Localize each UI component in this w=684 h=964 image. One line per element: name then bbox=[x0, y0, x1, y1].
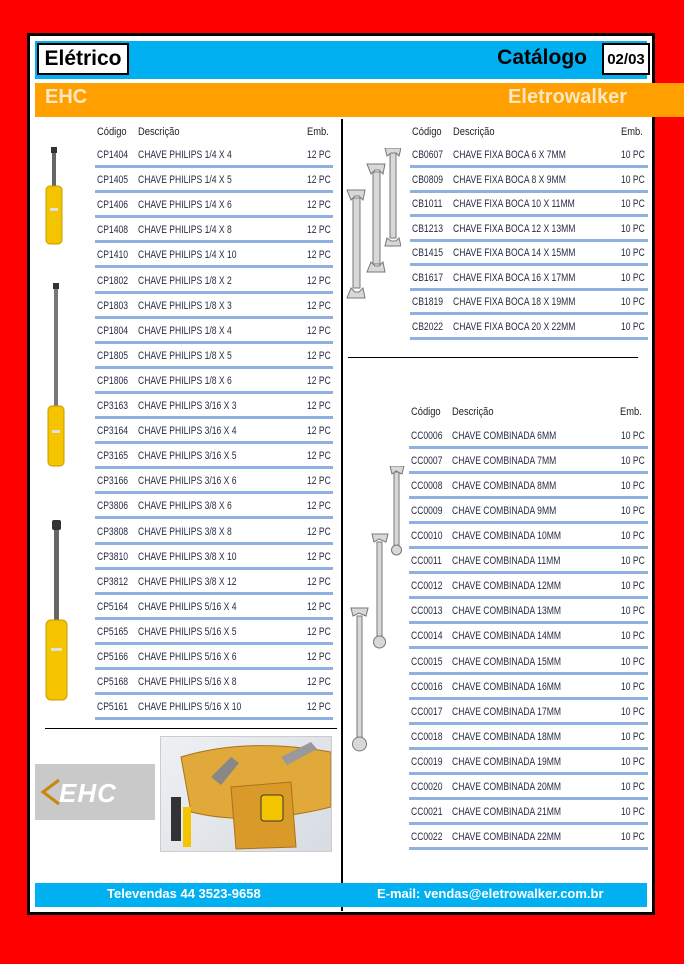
page-number: 02/03 bbox=[602, 43, 650, 75]
product-description: CHAVE FIXA BOCA 18 X 19MM bbox=[453, 296, 576, 308]
section-separator bbox=[348, 357, 638, 358]
product-description: CHAVE COMBINADA 14MM bbox=[452, 630, 562, 643]
logo-text: EHC bbox=[59, 778, 117, 808]
table-row bbox=[97, 295, 333, 319]
row-underline bbox=[95, 240, 333, 243]
product-pack: 10 PC bbox=[621, 320, 645, 333]
product-code: CP1408 bbox=[97, 224, 129, 237]
column-divider bbox=[341, 119, 343, 911]
product-description: CHAVE PHILIPS 3/16 X 4 bbox=[138, 425, 237, 438]
row-underline bbox=[95, 642, 333, 645]
table-row bbox=[411, 651, 648, 675]
table-row bbox=[97, 571, 333, 595]
row-underline bbox=[409, 546, 648, 549]
product-description: CHAVE FIXA BOCA 6 X 7MM bbox=[453, 149, 566, 161]
product-code: CP3812 bbox=[97, 575, 129, 588]
product-pack: 12 PC bbox=[307, 575, 331, 588]
product-pack: 12 PC bbox=[307, 174, 331, 187]
tool-belt-illustration bbox=[161, 737, 332, 852]
table-row bbox=[97, 521, 333, 545]
row-underline bbox=[409, 521, 648, 524]
product-description: CHAVE PHILIPS 5/16 X 4 bbox=[138, 600, 237, 613]
product-code: CC0019 bbox=[411, 755, 443, 768]
col-header-pack: Emb. bbox=[620, 406, 642, 418]
product-code: CP3166 bbox=[97, 475, 129, 488]
product-description: CHAVE COMBINADA 19MM bbox=[452, 755, 562, 768]
product-code: CP1404 bbox=[97, 149, 129, 161]
table-row bbox=[412, 169, 648, 193]
product-description: CHAVE PHILIPS 1/4 X 6 bbox=[138, 199, 232, 212]
product-pack: 12 PC bbox=[307, 475, 331, 488]
product-pack: 10 PC bbox=[621, 505, 645, 518]
table-row bbox=[412, 291, 648, 315]
row-underline bbox=[95, 516, 333, 519]
table-row bbox=[411, 625, 648, 649]
row-underline bbox=[409, 471, 648, 474]
product-description: CHAVE COMBINADA 17MM bbox=[452, 705, 562, 718]
product-pack: 12 PC bbox=[307, 450, 331, 463]
product-code: CC0018 bbox=[411, 730, 443, 743]
product-description: CHAVE FIXA BOCA 20 X 22MM bbox=[453, 320, 576, 333]
product-description: CHAVE PHILIPS 3/16 X 5 bbox=[138, 450, 237, 463]
row-underline bbox=[409, 797, 648, 800]
product-code: CC0008 bbox=[411, 480, 443, 493]
footer-phone: Televendas 44 3523-9658 bbox=[107, 886, 261, 901]
row-underline bbox=[95, 466, 333, 469]
row-underline bbox=[95, 567, 333, 570]
table-row bbox=[97, 169, 333, 193]
table-row bbox=[411, 826, 648, 850]
product-pack: 10 PC bbox=[621, 173, 645, 186]
product-pack: 10 PC bbox=[621, 555, 645, 568]
table-row bbox=[411, 751, 648, 775]
open-wrench-icon bbox=[345, 148, 401, 320]
table-row bbox=[411, 801, 648, 825]
product-description: CHAVE PHILIPS 3/8 X 10 bbox=[138, 550, 237, 563]
product-pack: 12 PC bbox=[307, 249, 331, 262]
product-description: CHAVE FIXA BOCA 16 X 17MM bbox=[453, 271, 576, 284]
page-title: Catálogo bbox=[497, 46, 587, 69]
product-code: CP1410 bbox=[97, 249, 129, 262]
table-row bbox=[411, 475, 648, 499]
product-pack: 10 PC bbox=[621, 222, 645, 235]
product-pack: 12 PC bbox=[307, 349, 331, 362]
row-underline bbox=[95, 316, 333, 319]
product-pack: 10 PC bbox=[621, 480, 645, 493]
product-description: CHAVE COMBINADA 9MM bbox=[452, 505, 557, 518]
col-header-pack: Emb. bbox=[621, 126, 643, 138]
product-description: CHAVE COMBINADA 6MM bbox=[452, 430, 557, 442]
product-description: CHAVE PHILIPS 3/8 X 12 bbox=[138, 575, 237, 588]
row-underline bbox=[95, 265, 333, 268]
product-description: CHAVE PHILIPS 5/16 X 8 bbox=[138, 676, 237, 689]
table-row bbox=[412, 144, 648, 168]
product-description: CHAVE PHILIPS 3/8 X 8 bbox=[138, 525, 232, 538]
row-underline bbox=[95, 717, 333, 720]
product-pack: 10 PC bbox=[621, 198, 645, 210]
product-code: CP1406 bbox=[97, 199, 129, 212]
product-code: CP5165 bbox=[97, 625, 129, 638]
product-pack: 10 PC bbox=[621, 455, 645, 468]
row-underline bbox=[409, 822, 648, 825]
product-code: CC0011 bbox=[411, 555, 442, 568]
screwdriver-icon bbox=[42, 282, 72, 468]
row-underline bbox=[95, 441, 333, 444]
product-code: CC0012 bbox=[411, 580, 443, 593]
table-row bbox=[411, 550, 648, 574]
table-row bbox=[412, 267, 648, 291]
logo-chevron-icon bbox=[39, 778, 61, 806]
product-code: CC0021 bbox=[411, 805, 443, 818]
product-code: CC0016 bbox=[411, 680, 443, 693]
product-pack: 10 PC bbox=[621, 630, 645, 643]
brand-bar bbox=[35, 83, 684, 117]
product-code: CP1405 bbox=[97, 174, 129, 187]
brand-right: Eletrowalker bbox=[508, 86, 627, 108]
product-pack: 10 PC bbox=[621, 705, 645, 718]
row-underline bbox=[95, 416, 333, 419]
product-description: CHAVE COMBINADA 13MM bbox=[452, 605, 562, 618]
table-row bbox=[97, 470, 333, 494]
product-pack: 12 PC bbox=[307, 425, 331, 438]
brand-left: EHC bbox=[45, 86, 88, 108]
screwdriver-icon bbox=[40, 146, 70, 246]
product-description: CHAVE FIXA BOCA 8 X 9MM bbox=[453, 173, 566, 186]
table-row bbox=[97, 646, 333, 670]
row-underline bbox=[409, 847, 648, 850]
product-description: CHAVE PHILIPS 5/16 X 10 bbox=[138, 701, 242, 714]
product-description: CHAVE PHILIPS 1/8 X 5 bbox=[138, 349, 232, 362]
table-row bbox=[412, 218, 648, 242]
product-description: CHAVE COMBINADA 12MM bbox=[452, 580, 562, 593]
product-pack: 10 PC bbox=[621, 605, 645, 618]
product-code: CP1806 bbox=[97, 374, 129, 387]
table-row bbox=[97, 370, 333, 394]
product-description: CHAVE PHILIPS 1/8 X 6 bbox=[138, 374, 232, 387]
product-description: CHAVE PHILIPS 1/8 X 4 bbox=[138, 324, 232, 337]
product-pack: 12 PC bbox=[307, 299, 331, 312]
product-pack: 10 PC bbox=[621, 680, 645, 693]
table-row bbox=[97, 345, 333, 369]
product-pack: 12 PC bbox=[307, 274, 331, 287]
product-pack: 12 PC bbox=[307, 199, 331, 212]
product-description: CHAVE PHILIPS 5/16 X 6 bbox=[138, 651, 237, 663]
product-description: CHAVE COMBINADA 20MM bbox=[452, 780, 562, 793]
product-pack: 10 PC bbox=[621, 580, 645, 593]
product-code: CB1819 bbox=[412, 296, 444, 308]
product-description: CHAVE COMBINADA 21MM bbox=[452, 805, 562, 818]
row-underline bbox=[95, 667, 333, 670]
table-row bbox=[411, 575, 648, 599]
row-underline bbox=[95, 542, 333, 545]
product-description: CHAVE PHILIPS 3/16 X 6 bbox=[138, 475, 237, 488]
table-row bbox=[411, 726, 648, 750]
product-code: CP1805 bbox=[97, 349, 129, 362]
product-pack: 10 PC bbox=[621, 655, 645, 668]
product-code: CC0007 bbox=[411, 455, 443, 468]
product-code: CC0015 bbox=[411, 655, 443, 668]
row-underline bbox=[409, 596, 648, 599]
product-pack: 10 PC bbox=[621, 430, 645, 442]
row-underline bbox=[95, 391, 333, 394]
product-pack: 10 PC bbox=[621, 805, 645, 818]
table-row bbox=[411, 525, 648, 549]
table-row bbox=[411, 776, 648, 800]
row-underline bbox=[95, 592, 333, 595]
product-code: CC0014 bbox=[411, 630, 443, 643]
row-underline bbox=[409, 697, 648, 700]
col-header-code: Código bbox=[412, 126, 442, 138]
product-description: CHAVE FIXA BOCA 12 X 13MM bbox=[453, 222, 576, 235]
table-row bbox=[97, 621, 333, 645]
row-underline bbox=[409, 571, 648, 574]
product-code: CC0006 bbox=[411, 430, 443, 442]
product-pack: 12 PC bbox=[307, 600, 331, 613]
table-row bbox=[97, 596, 333, 620]
catalog-page bbox=[27, 33, 655, 915]
product-code: CP3165 bbox=[97, 450, 129, 463]
footer-email[interactable]: E-mail: vendas@eletrowalker.com.br bbox=[377, 886, 604, 901]
product-description: CHAVE PHILIPS 3/8 X 6 bbox=[138, 500, 232, 513]
product-code: CP3164 bbox=[97, 425, 129, 438]
col-header-desc: Descrição bbox=[138, 126, 180, 138]
row-underline bbox=[409, 747, 648, 750]
table-row bbox=[97, 420, 333, 444]
table-row bbox=[97, 219, 333, 243]
product-description: CHAVE FIXA BOCA 14 X 15MM bbox=[453, 247, 576, 259]
section-separator bbox=[45, 728, 337, 729]
table-row bbox=[97, 320, 333, 344]
product-pack: 12 PC bbox=[307, 701, 331, 714]
product-description: CHAVE COMBINADA 7MM bbox=[452, 455, 557, 468]
footer-bar bbox=[35, 883, 647, 907]
table-row bbox=[411, 701, 648, 725]
product-pack: 12 PC bbox=[307, 224, 331, 237]
product-pack: 12 PC bbox=[307, 500, 331, 513]
row-underline bbox=[409, 621, 648, 624]
product-description: CHAVE PHILIPS 3/16 X 3 bbox=[138, 400, 237, 412]
ehc-logo bbox=[35, 764, 155, 820]
product-code: CB1011 bbox=[412, 198, 443, 210]
product-description: CHAVE PHILIPS 1/8 X 2 bbox=[138, 274, 232, 287]
tool-belt-photo bbox=[160, 736, 332, 852]
table-row bbox=[97, 445, 333, 469]
product-description: CHAVE PHILIPS 1/4 X 10 bbox=[138, 249, 237, 262]
product-pack: 10 PC bbox=[621, 830, 645, 843]
table-row bbox=[97, 194, 333, 218]
row-underline bbox=[95, 617, 333, 620]
row-underline bbox=[95, 165, 333, 168]
product-code: CC0022 bbox=[411, 830, 443, 843]
table-row bbox=[97, 696, 333, 720]
product-description: CHAVE COMBINADA 16MM bbox=[452, 680, 562, 693]
product-pack: 10 PC bbox=[621, 780, 645, 793]
product-code: CP3808 bbox=[97, 525, 129, 538]
product-pack: 10 PC bbox=[621, 730, 645, 743]
col-header-pack: Emb. bbox=[307, 126, 329, 138]
product-code: CB1617 bbox=[412, 271, 444, 284]
product-pack: 10 PC bbox=[621, 247, 645, 259]
product-description: CHAVE COMBINADA 8MM bbox=[452, 480, 557, 493]
product-code: CP3163 bbox=[97, 400, 129, 412]
product-description: CHAVE PHILIPS 1/8 X 3 bbox=[138, 299, 232, 312]
product-description: CHAVE PHILIPS 1/4 X 5 bbox=[138, 174, 232, 187]
product-code: CP5164 bbox=[97, 600, 129, 613]
product-description: CHAVE COMBINADA 18MM bbox=[452, 730, 562, 743]
product-code: CB0809 bbox=[412, 173, 444, 186]
combination-wrench-icon bbox=[348, 466, 408, 762]
row-underline bbox=[409, 772, 648, 775]
product-pack: 10 PC bbox=[621, 271, 645, 284]
category-label: Elétrico bbox=[37, 43, 129, 75]
product-pack: 12 PC bbox=[307, 525, 331, 538]
row-underline bbox=[95, 215, 333, 218]
col-header-code: Código bbox=[97, 126, 127, 138]
product-code: CC0020 bbox=[411, 780, 443, 793]
product-code: CP1803 bbox=[97, 299, 129, 312]
row-underline bbox=[95, 190, 333, 193]
product-pack: 12 PC bbox=[307, 374, 331, 387]
product-pack: 12 PC bbox=[307, 676, 331, 689]
table-row bbox=[412, 316, 648, 340]
row-underline bbox=[410, 337, 648, 340]
row-underline bbox=[409, 722, 648, 725]
product-description: CHAVE COMBINADA 15MM bbox=[452, 655, 562, 668]
product-code: CC0017 bbox=[411, 705, 443, 718]
product-code: CB2022 bbox=[412, 320, 444, 333]
col-header-code: Código bbox=[411, 406, 441, 418]
product-code: CC0009 bbox=[411, 505, 443, 518]
product-code: CB0607 bbox=[412, 149, 444, 161]
product-description: CHAVE COMBINADA 10MM bbox=[452, 530, 562, 543]
product-pack: 10 PC bbox=[621, 149, 645, 161]
product-code: CB1213 bbox=[412, 222, 444, 235]
header-bar bbox=[35, 41, 647, 79]
product-code: CB1415 bbox=[412, 247, 444, 259]
product-code: CP1802 bbox=[97, 274, 129, 287]
table-row bbox=[411, 425, 648, 449]
table-row bbox=[97, 546, 333, 570]
row-underline bbox=[409, 646, 648, 649]
product-code: CP1804 bbox=[97, 324, 129, 337]
row-underline bbox=[95, 692, 333, 695]
product-code: CP3806 bbox=[97, 500, 129, 513]
product-code: CP5161 bbox=[97, 701, 129, 714]
product-pack: 12 PC bbox=[307, 324, 331, 337]
product-pack: 12 PC bbox=[307, 149, 331, 161]
row-underline bbox=[409, 672, 648, 675]
table-row bbox=[97, 495, 333, 519]
row-underline bbox=[95, 291, 333, 294]
table-row bbox=[97, 671, 333, 695]
table-row bbox=[411, 600, 648, 624]
row-underline bbox=[95, 366, 333, 369]
product-pack: 10 PC bbox=[621, 296, 645, 308]
product-pack: 12 PC bbox=[307, 400, 331, 412]
product-description: CHAVE PHILIPS 1/4 X 8 bbox=[138, 224, 232, 237]
product-description: CHAVE FIXA BOCA 10 X 11MM bbox=[453, 198, 575, 210]
table-row bbox=[412, 242, 648, 266]
product-pack: 10 PC bbox=[621, 755, 645, 768]
col-header-desc: Descrição bbox=[453, 126, 495, 138]
row-underline bbox=[95, 491, 333, 494]
product-pack: 12 PC bbox=[307, 625, 331, 638]
table-row bbox=[411, 500, 648, 524]
table-row bbox=[97, 270, 333, 294]
product-code: CP3810 bbox=[97, 550, 129, 563]
screwdriver-icon bbox=[40, 518, 74, 702]
row-underline bbox=[409, 496, 648, 499]
row-underline bbox=[95, 341, 333, 344]
table-row bbox=[97, 244, 333, 268]
product-code: CC0013 bbox=[411, 605, 443, 618]
product-description: CHAVE PHILIPS 1/4 X 4 bbox=[138, 149, 232, 161]
product-description: CHAVE PHILIPS 5/16 X 5 bbox=[138, 625, 237, 638]
product-pack: 10 PC bbox=[621, 530, 645, 543]
product-description: CHAVE COMBINADA 11MM bbox=[452, 555, 561, 568]
product-pack: 12 PC bbox=[307, 550, 331, 563]
table-row bbox=[411, 676, 648, 700]
product-code: CP5168 bbox=[97, 676, 129, 689]
table-row bbox=[97, 395, 333, 419]
product-code: CC0010 bbox=[411, 530, 443, 543]
table-row bbox=[412, 193, 648, 217]
product-description: CHAVE COMBINADA 22MM bbox=[452, 830, 562, 843]
table-row bbox=[97, 144, 333, 168]
row-underline bbox=[409, 446, 648, 449]
table-row bbox=[411, 450, 648, 474]
product-pack: 12 PC bbox=[307, 651, 331, 663]
product-code: CP5166 bbox=[97, 651, 129, 663]
col-header-desc: Descrição bbox=[452, 406, 494, 418]
